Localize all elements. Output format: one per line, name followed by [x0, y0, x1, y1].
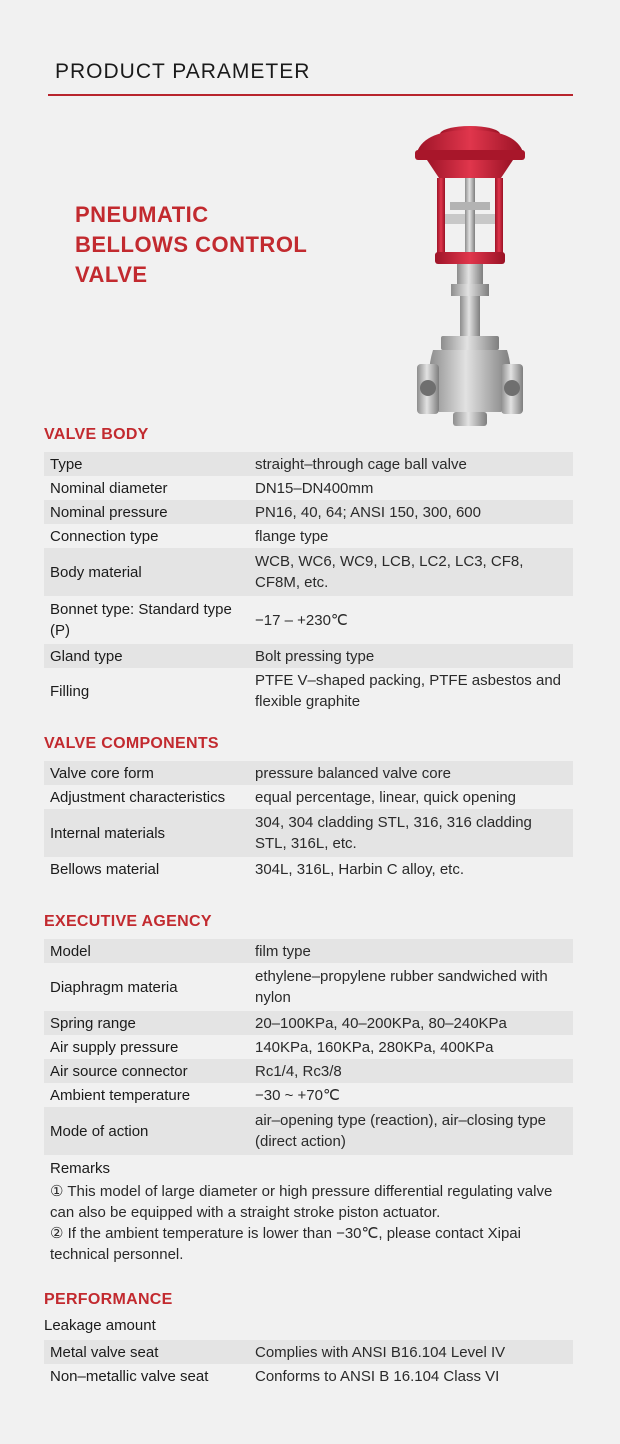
- row-value: Conforms to ANSI B 16.104 Class VI: [255, 1367, 500, 1385]
- product-name-line: VALVE: [75, 262, 148, 287]
- row-label: Mode of action: [50, 1122, 149, 1140]
- row-value: pressure balanced valve core: [255, 764, 451, 782]
- table-row: [44, 1059, 573, 1083]
- table-row: [44, 452, 573, 476]
- table-row: [44, 1083, 573, 1107]
- row-label: Bellows material: [50, 860, 160, 878]
- row-value: air–opening type (reaction), air–closing type (direct action): [255, 1112, 546, 1150]
- table-row: [44, 596, 573, 644]
- table-row: [44, 476, 573, 500]
- row-value: 140KPa, 160KPa, 280KPa, 400KPa: [255, 1038, 494, 1056]
- row-value: 304L, 316L, Harbin C alloy, etc.: [255, 860, 465, 878]
- row-label: Gland type: [50, 647, 123, 665]
- row-label: Body material: [50, 563, 142, 581]
- row-label: Nominal diameter: [50, 479, 168, 497]
- row-value: Complies with ANSI B16.104 Level IV: [255, 1343, 506, 1361]
- row-label: Adjustment characteristics: [50, 788, 226, 806]
- row-value: WCB, WC6, WC9, LCB, LC2, LC3, CF8, CF8M, etc.: [255, 553, 524, 591]
- table-row: [44, 548, 573, 596]
- row-value: PTFE V–shaped packing, PTFE asbestos and flexible graphite: [255, 672, 561, 710]
- row-label: Metal valve seat: [50, 1343, 159, 1361]
- table-row: [44, 857, 573, 881]
- product-name-line: PNEUMATIC: [75, 202, 209, 227]
- remarks-block: [50, 1160, 570, 1265]
- table-row: [44, 939, 573, 963]
- row-label: Ambient temperature: [50, 1086, 191, 1104]
- row-value: film type: [255, 942, 311, 960]
- executive-agency-table: [44, 939, 573, 1155]
- product-name: [75, 200, 307, 290]
- row-value: DN15–DN400mm: [255, 479, 374, 497]
- remarks-title: Remarks: [50, 1160, 111, 1177]
- table-row: [44, 524, 573, 548]
- row-value: −30 ~ +70℃: [255, 1086, 340, 1104]
- title-divider: [48, 94, 573, 96]
- performance-table: [44, 1340, 573, 1388]
- row-label: Diaphragm materia: [50, 978, 178, 996]
- row-value: equal percentage, linear, quick opening: [255, 788, 517, 806]
- row-label: Filling: [50, 682, 90, 700]
- table-row: [44, 668, 573, 714]
- row-label: Valve core form: [50, 764, 154, 782]
- valve-product-image: [405, 122, 540, 432]
- row-value: Bolt pressing type: [255, 647, 375, 665]
- page-title: PRODUCT PARAMETER: [55, 60, 311, 83]
- row-label: Type: [50, 455, 83, 473]
- row-label: Air supply pressure: [50, 1038, 179, 1056]
- table-row: [44, 809, 573, 857]
- table-row: [44, 761, 573, 785]
- row-label: Nominal pressure: [50, 503, 168, 521]
- row-value: 304, 304 cladding STL, 316, 316 cladding STL, 316L, etc.: [255, 814, 532, 852]
- row-value: flange type: [255, 527, 329, 545]
- valve-body-heading: VALVE BODY: [44, 426, 149, 443]
- table-row: [44, 1011, 573, 1035]
- table-row: [44, 963, 573, 1011]
- table-row: [44, 785, 573, 809]
- row-value: straight–through cage ball valve: [255, 455, 467, 473]
- table-row: [44, 1035, 573, 1059]
- row-value: ethylene–propylene rubber sandwiched with nylon: [255, 968, 548, 1006]
- valve-components-table: [44, 761, 573, 881]
- valve-body-table: [44, 452, 573, 714]
- executive-agency-heading: EXECUTIVE AGENCY: [44, 913, 212, 930]
- row-value: 20–100KPa, 40–200KPa, 80–240KPa: [255, 1014, 507, 1032]
- row-label: Model: [50, 942, 91, 960]
- row-label: Non–metallic valve seat: [50, 1367, 209, 1385]
- remark-item: ① This model of large diameter or high pressure differential regulating valve can also be equipped with a straight stroke piston actuator.: [50, 1183, 553, 1221]
- row-label: Internal materials: [50, 824, 166, 842]
- performance-heading: PERFORMANCE: [44, 1291, 173, 1308]
- valve-components-heading: VALVE COMPONENTS: [44, 735, 219, 752]
- product-name-line: BELLOWS CONTROL: [75, 232, 308, 257]
- leakage-subheading: Leakage amount: [44, 1317, 156, 1334]
- table-row: [44, 644, 573, 668]
- table-row: [44, 1340, 573, 1364]
- table-row: [44, 1107, 573, 1155]
- table-row: [44, 1364, 573, 1388]
- row-label: Air source connector: [50, 1062, 188, 1080]
- row-label: Spring range: [50, 1014, 136, 1032]
- row-label: Bonnet type: Standard type (P): [50, 601, 232, 639]
- row-value: Rc1/4, Rc3/8: [255, 1062, 342, 1080]
- row-value: PN16, 40, 64; ANSI 150, 300, 600: [255, 503, 481, 521]
- row-value: −17 – +230℃: [255, 611, 348, 629]
- row-label: Connection type: [50, 527, 159, 545]
- table-row: [44, 500, 573, 524]
- remark-item: ② If the ambient temperature is lower than −30℃, please contact Xipai technical personnel.: [50, 1225, 521, 1263]
